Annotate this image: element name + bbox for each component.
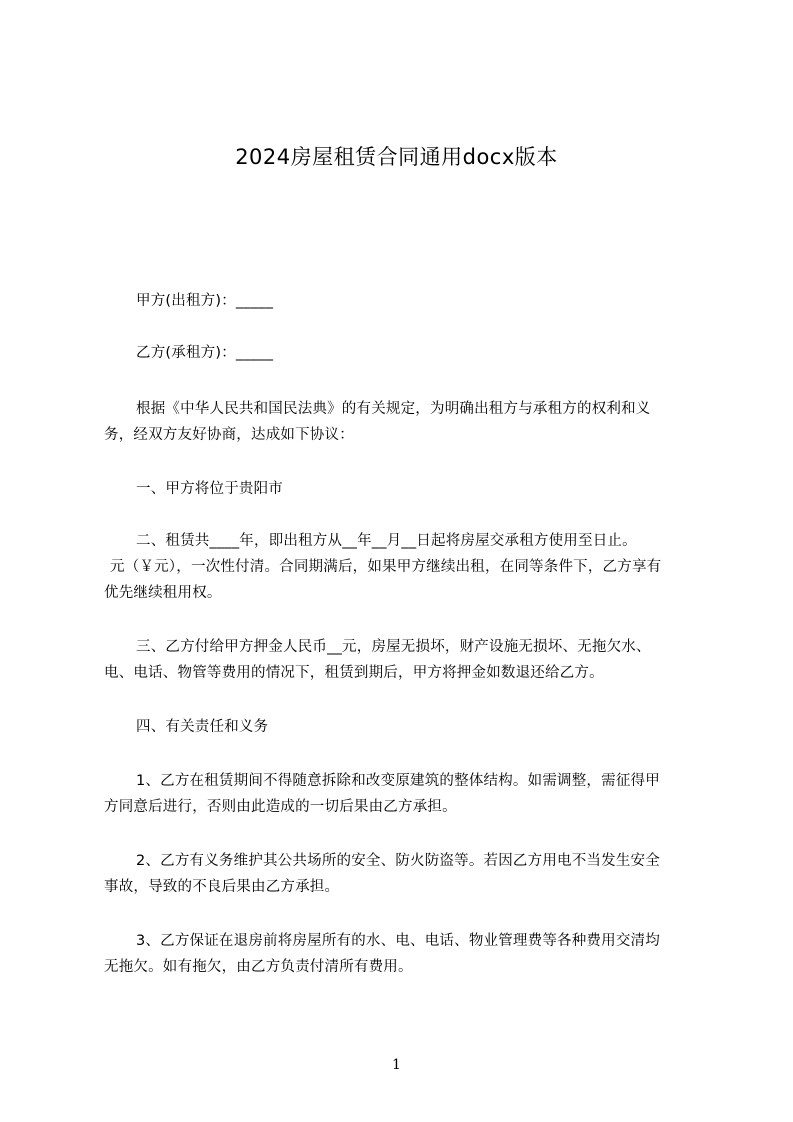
clause-2-line-1: 二、租赁共____年，即出租方从__年__月__日起将房屋交承租方使用至日止。 (136, 533, 637, 549)
clause-3-line-1: 三、乙方付给甲方押金人民币__元，房屋无损坏，财产设施无损坏、无拖欠水、 (136, 639, 651, 655)
page-number: 1 (392, 1057, 401, 1073)
clause-4-item-2-line-1: 2、乙方有义务维护其公共场所的安全、防火防盗等。若因乙方用电不当发生安全 (136, 853, 660, 869)
party-a-line: 甲方(出租方)：_____ (136, 293, 274, 309)
clause-2-line-3: 优先继续租用权。 (104, 585, 222, 601)
clause-4-item-3-line-1: 3、乙方保证在退房前将房屋所有的水、电、电话、物业管理费等各种费用交清均 (136, 933, 660, 949)
clause-4-item-1-line-2: 方同意后进行，否则由此造成的一切后果由乙方承担。 (104, 799, 457, 815)
preamble-line-2: 务，经双方友好协商，达成如下协议： (104, 427, 354, 443)
clause-3-line-2: 电、电话、物管等费用的情况下，租赁到期后，甲方将押金如数退还给乙方。 (104, 665, 604, 681)
document-title: 2024房屋租赁合同通用docx版本 (235, 145, 558, 169)
party-b-line: 乙方(承租方)：_____ (136, 345, 274, 361)
preamble-line-1: 根据《中华人民共和国民法典》的有关规定，为明确出租方与承租方的权利和义 (136, 401, 651, 417)
clause-4-item-2-line-2: 事故，导致的不良后果由乙方承担。 (104, 879, 340, 895)
clause-4-item-1-line-1: 1、乙方在租赁期间不得随意拆除和改变原建筑的整体结构。如需调整，需征得甲 (136, 773, 660, 789)
clause-2-line-2: 元（￥元），一次性付清。合同期满后，如果甲方继续出租，在同等条件下，乙方享有 (110, 559, 662, 575)
clause-4-item-3-line-2: 无拖欠。如有拖欠，由乙方负责付清所有费用。 (104, 959, 413, 975)
clause-4-heading: 四、有关责任和义务 (136, 719, 269, 735)
clause-1: 一、甲方将位于贵阳市 (136, 481, 283, 497)
